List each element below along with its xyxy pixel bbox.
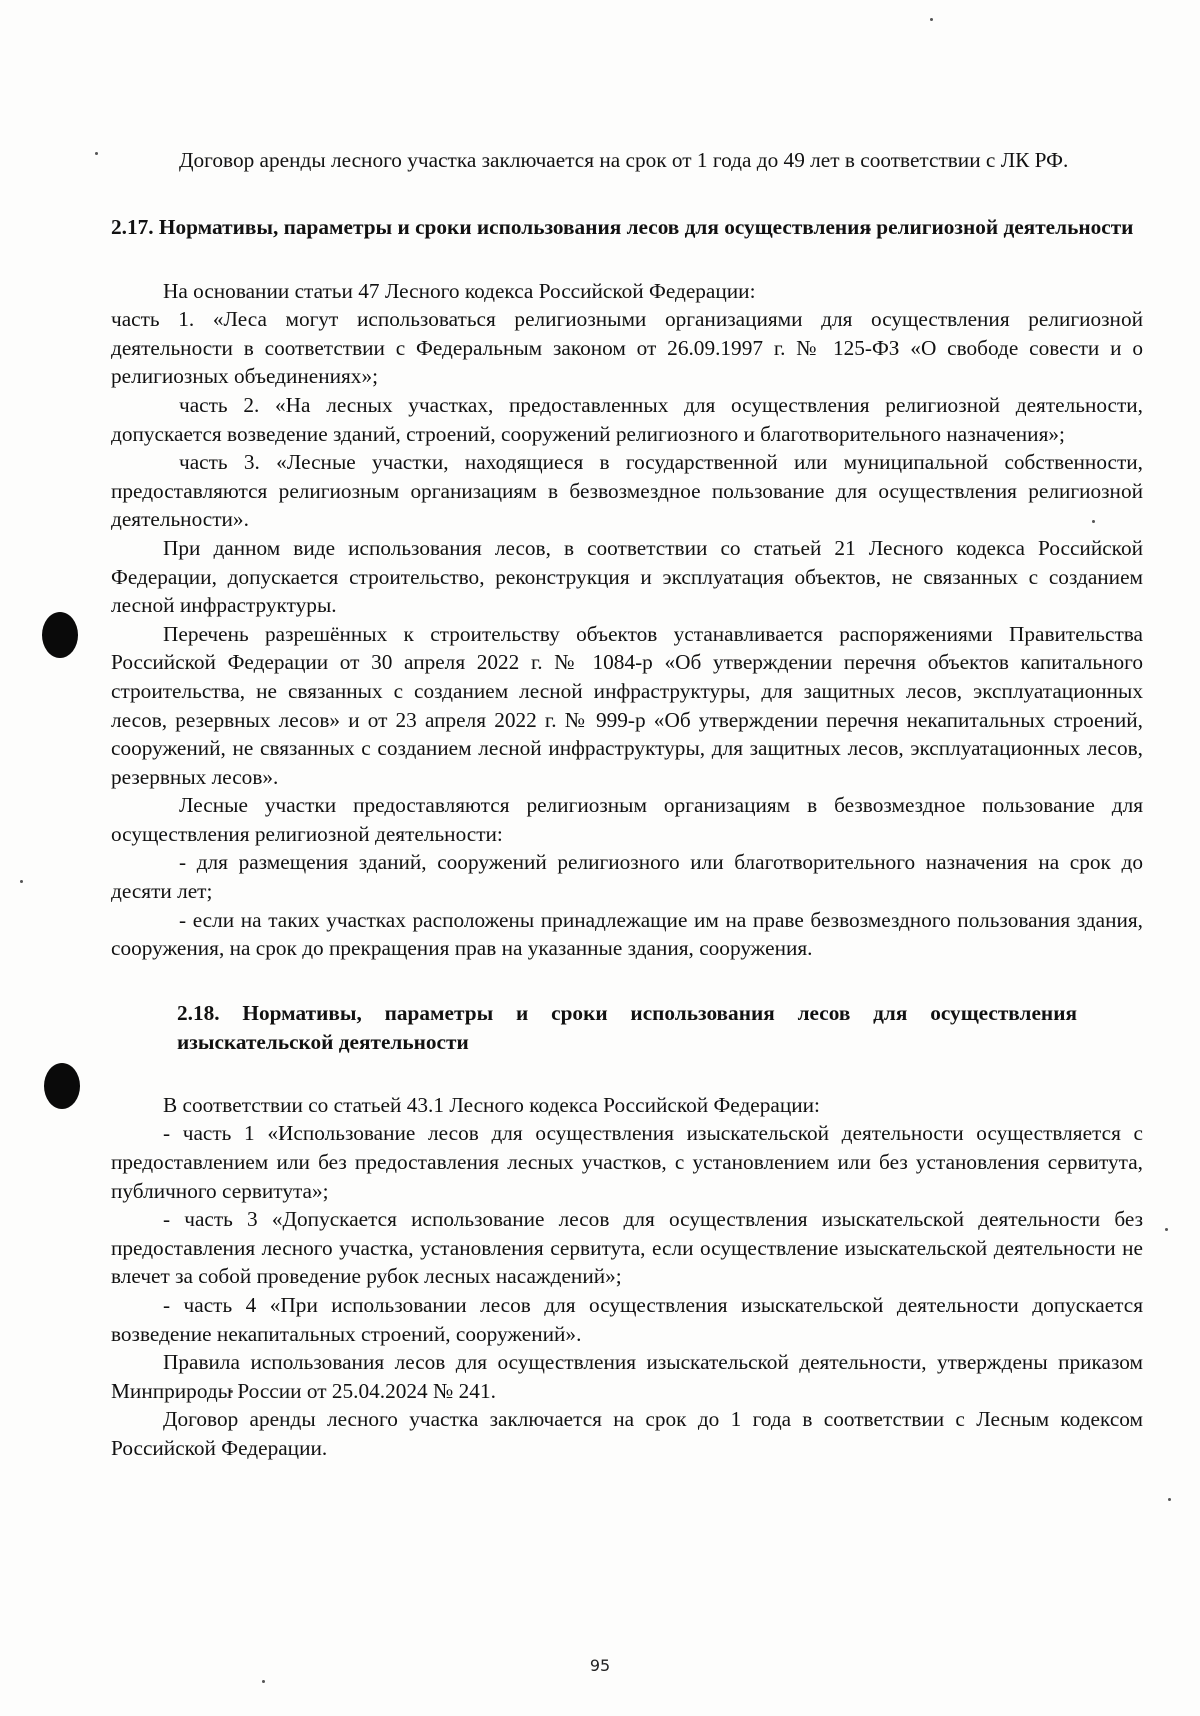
- scan-speck: [262, 1680, 265, 1683]
- section-2-18-intro: В соответствии со статьей 43.1 Лесного кодекса Российской Федерации:: [163, 1092, 820, 1117]
- scan-speck: [930, 18, 933, 21]
- scan-speck: [1165, 1228, 1168, 1231]
- scan-speck: [95, 152, 98, 155]
- section-2-17-bullet-2: - если на таких участках расположены принадлежащие им на праве безвозмездного пользования здания, сооружения, на срок до прекращения прав на указанные здания, сооружения.: [111, 907, 1143, 961]
- punch-hole-mark: [42, 612, 78, 658]
- section-2-17-part-1: часть 1. «Леса могут использоваться религиозными организациями для осуществления религиозной деятельности в соответствии с Федеральным законом от 26.09.1997 г. № 125-ФЗ «О свободе совести и о религиозных объединениях»;: [111, 307, 1143, 389]
- punch-hole-mark: [44, 1063, 80, 1109]
- section-2-18-lease-paragraph: Договор аренды лесного участка заключается на срок до 1 года в соответствии с Лесным кодексом Российской Федерации.: [111, 1407, 1143, 1460]
- section-2-18-part-3: - часть 3 «Допускается использование лесов для осуществления изыскательской деятельности без предоставления лесного участка, установления сервитута, если осуществление изыскательской деятельности не влечет за собой проведение рубок лесных насаждений»;: [111, 1207, 1143, 1289]
- scan-speck: [20, 880, 23, 883]
- document-body: [111, 146, 1143, 1463]
- section-2-17-construction-paragraph: При данном виде использования лесов, в соответствии со статьей 21 Лесного кодекса Российской Федерации, допускается строительство, реконструкция и эксплуатация объектов, не связанных с созданием лесной инфраструктуры.: [111, 535, 1143, 618]
- section-2-17-heading: 2.17. Нормативы, параметры и сроки использования лесов для осуществления религиозной деятельности: [111, 214, 1134, 239]
- section-2-17-intro: На основании статьи 47 Лесного кодекса Российской Федерации:: [163, 278, 756, 303]
- section-2-17-part-3: часть 3. «Лесные участки, находящиеся в государственной или муниципальной собственности, предоставляются религиозным организациям в безвозмездное пользование для осуществления религиозной деятельности».: [111, 450, 1143, 532]
- page-number: 95: [589, 1656, 611, 1675]
- section-2-17-bullet-1: - для размещения зданий, сооружений религиозного или благотворительного назначения на срок до десяти лет;: [111, 850, 1143, 904]
- section-2-18-rules-paragraph: Правила использования лесов для осуществления изыскательской деятельности, утверждены приказом Минприроды России от 25.04.2024 № 241.: [111, 1350, 1143, 1403]
- section-2-17-object-list-paragraph: Перечень разрешённых к строительству объектов устанавливается распоряжениями Правительства Российской Федерации от 30 апреля 2022 г. № 1084-р «Об утверждении перечня объектов капитального строительства, не связанных с созданием лесной инфраструктуры, для защитных лесов, эксплуатационных лесов, резервных лесов» и от 23 апреля 2022 г. № 999-р «Об утверждении перечня некапитальных строений, сооружений, не связанных с созданием лесной инфраструктуры, для защитных лесов, эксплуатационных лесов, резервных лесов».: [111, 621, 1143, 789]
- lease-term-paragraph: Договор аренды лесного участка заключается на срок от 1 года до 49 лет в соответствии с ЛК РФ.: [179, 148, 1069, 172]
- section-2-18-heading: 2.18. Нормативы, параметры и сроки использования лесов для осуществления изыскательской деятельности: [177, 1000, 1077, 1054]
- scan-speck: [1168, 1498, 1171, 1501]
- section-2-17-part-2: часть 2. «На лесных участках, предоставленных для осуществления религиозной деятельности, допускается возведение зданий, строений, сооружений религиозного и благотворительного назначения»;: [111, 392, 1143, 446]
- section-2-18-part-4: - часть 4 «При использовании лесов для осуществления изыскательской деятельности допускается возведение некапитальных строений, сооружений».: [111, 1293, 1143, 1346]
- section-2-18-part-1: - часть 1 «Использование лесов для осуществления изыскательской деятельности осуществляется с предоставлением или без предоставления лесных участков, с установлением или без установления сервитута, публичного сервитута»;: [111, 1121, 1143, 1203]
- section-2-17-free-use-paragraph: Лесные участки предоставляются религиозным организациям в безвозмездное пользование для осуществления религиозной деятельности:: [111, 793, 1143, 846]
